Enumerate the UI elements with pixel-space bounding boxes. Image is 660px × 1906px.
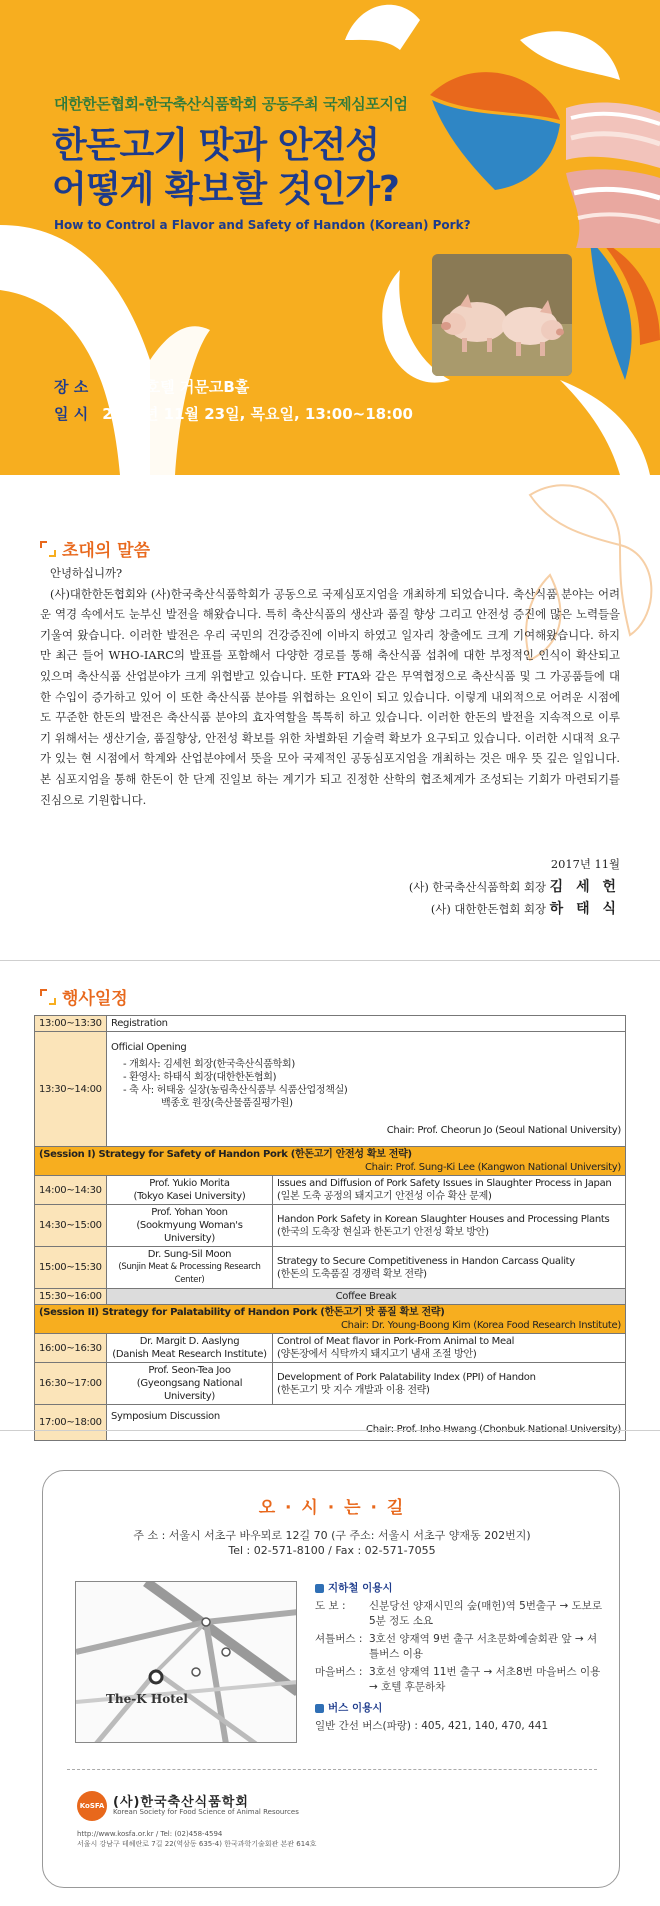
hero-title-line1: 한돈고기 맛과 안전성	[52, 125, 380, 166]
hero-subtitle: 대한한돈협회-한국축산식품학회 공동주최 국제심포지엄	[54, 95, 408, 113]
speaker-affiliation: (Tokyo Kasei University)	[133, 1191, 246, 1202]
signature-2-name: 하 태 식	[549, 901, 620, 917]
session-title: (Session I) Strategy for Safety of Handon Pork (한돈고기 안전성 확보 전략)	[39, 1149, 412, 1160]
walk-label: 도 보 :	[315, 1600, 346, 1612]
topic-en: Handon Pork Safety in Korean Slaughter Houses and Processing Plants	[277, 1213, 610, 1225]
tel-fax-text: Tel : 02-571-8100 / Fax : 02-571-7055	[228, 1544, 436, 1557]
speaker-affiliation: (Danish Meat Research Institute)	[112, 1349, 267, 1360]
chair-text: Chair: Prof. Sung-Ki Lee (Kangwon National University)	[364, 1162, 621, 1173]
org-name: (사)한국축산식품학회	[113, 1795, 249, 1810]
date-value: 2017년 11월 23일, 목요일, 13:00~18:00	[102, 405, 413, 423]
bus-heading	[315, 1701, 605, 1716]
map-drawing	[76, 1582, 297, 1743]
venue-line	[54, 376, 249, 397]
org-address: 서울시 강남구 테헤란로 7길 22(역삼동 635-4) 한국과학기술회관 본관 614호	[77, 1840, 317, 1848]
time-cell: 14:30~15:00	[35, 1205, 107, 1247]
bracket-icon	[40, 541, 56, 557]
opening-line: - 개회사: 김세헌 회장(한국축산식품학회)	[123, 1059, 295, 1070]
time-cell: 17:00~18:00	[35, 1405, 107, 1441]
topic-ko: (한돈의 도축품질 경쟁력 확보 전략)	[277, 1268, 427, 1280]
speaker-cell	[107, 1247, 273, 1289]
time-cell: 15:00~15:30	[35, 1247, 107, 1289]
bus-icon	[315, 1704, 324, 1713]
date-label: 일 시	[54, 405, 89, 423]
location-map	[75, 1581, 297, 1743]
section-divider	[0, 1430, 660, 1431]
opening-line: - 축 사: 허태웅 실장(농림축산식품부 식품산업정책실)	[123, 1085, 348, 1096]
chair-text: Chair: Prof. Inho Hwang (Chonbuk National University)	[366, 1423, 621, 1435]
time-cell: 14:00~14:30	[35, 1176, 107, 1205]
org-name-en: Korean Society for Food Science of Animal Resources	[113, 1808, 299, 1816]
venue-label: 장 소	[54, 378, 89, 396]
village-bus-label: 마을버스 :	[315, 1666, 363, 1678]
schedule-heading-text: 행사일정	[62, 989, 128, 1009]
session-cell	[35, 1147, 626, 1176]
hero-banner	[0, 0, 660, 475]
signature-2	[431, 898, 620, 918]
directions-box	[42, 1470, 620, 1888]
topic-cell	[273, 1363, 626, 1405]
greeting-heading-text: 초대의 말씀	[62, 541, 151, 561]
topic-cell	[273, 1176, 626, 1205]
topic-ko: (양돈장에서 식탁까지 돼지고기 냄새 조절 방안)	[277, 1349, 477, 1360]
signature-1-role: (사) 한국축산식품학회 회장	[408, 880, 547, 894]
schedule-table	[34, 1015, 626, 1441]
greeting-heading	[40, 536, 150, 561]
bus-heading-text: 버스 이용시	[328, 1702, 383, 1714]
subway-heading-text: 지하철 이용시	[328, 1582, 393, 1594]
topic-cell	[273, 1334, 626, 1363]
bus-lines: 일반 간선 버스(파랑) : 405, 421, 140, 470, 441	[315, 1720, 549, 1732]
org-web: http://www.kosfa.or.kr / Tel: (02)458-4594	[77, 1830, 223, 1838]
hero-title-en: How to Control a Flavor and Safety of Handon (Korean) Pork?	[54, 218, 471, 232]
greeting-text	[40, 563, 620, 810]
topic-cell	[273, 1247, 626, 1289]
map-hotel-label: The-K Hotel	[106, 1692, 188, 1706]
kosfa-logo: KoSFA	[77, 1791, 107, 1821]
table-row	[35, 1016, 626, 1032]
session-row	[35, 1305, 626, 1334]
village-bus-row	[315, 1665, 605, 1695]
table-row	[35, 1247, 626, 1289]
speaker-cell	[107, 1205, 273, 1247]
session-title: (Session II) Strategy for Palatability of Handon Pork (한돈고기 맛 품질 확보 전략)	[39, 1307, 445, 1318]
table-row	[35, 1405, 626, 1441]
speaker-affiliation: (Sunjin Meat & Processing Research Center)	[118, 1262, 261, 1285]
speaker-cell	[107, 1176, 273, 1205]
pork-meat-image	[566, 98, 660, 248]
shuttle-label: 셔틀버스 :	[315, 1633, 363, 1645]
topic-en: Development of Pork Palatability Index (PPI) of Handon	[277, 1371, 536, 1383]
event-cell	[107, 1405, 626, 1441]
address-text: 주 소 : 서울시 서초구 바우뫼로 12길 70 (구 주소: 서울시 서초구 양재동 202번지)	[133, 1529, 531, 1542]
table-row	[35, 1205, 626, 1247]
topic-en: Strategy to Secure Competitiveness in Handon Carcass Quality	[277, 1255, 575, 1267]
speaker-name: Prof. Yohan Yoon	[151, 1207, 228, 1218]
topic-ko: (한국의 도축장 현실과 한돈고기 안전성 확보 방안)	[277, 1226, 489, 1238]
village-bus-value: 3호선 양재역 11번 출구 → 서초8번 마을버스 이용 → 호텔 후문하차	[369, 1666, 601, 1693]
topic-ko: (일본 도축 공정의 돼지고기 안전성 이슈 확산 문제)	[277, 1191, 492, 1202]
event-cell	[107, 1032, 626, 1147]
piglets-photo	[432, 254, 572, 376]
date-line	[54, 403, 413, 424]
session-row	[35, 1147, 626, 1176]
dashed-divider	[67, 1769, 597, 1770]
event-cell: Registration	[107, 1016, 626, 1032]
venue-value: 더케이호텔 거문고B홀	[102, 378, 250, 396]
shuttle-value: 3호선 양재역 9번 출구 서초문화예술회관 앞 → 셔틀버스 이용	[369, 1633, 598, 1660]
table-row	[35, 1289, 626, 1305]
table-row	[35, 1176, 626, 1205]
shuttle-row	[315, 1632, 605, 1662]
speaker-cell	[107, 1363, 273, 1405]
table-row	[35, 1032, 626, 1147]
hero-title	[52, 124, 399, 212]
bracket-icon	[40, 989, 56, 1005]
topic-en: Issues and Diffusion of Pork Safety Issues in Slaughter Process in Japan	[277, 1178, 612, 1189]
hero-title-line2: 어떻게 확보할 것인가?	[52, 169, 399, 210]
chair-text: Chair: Dr. Young-Boong Kim (Korea Food Research Institute)	[340, 1320, 621, 1331]
discussion-title: Symposium Discussion	[111, 1410, 220, 1422]
time-cell: 13:30~14:00	[35, 1032, 107, 1147]
subway-icon	[315, 1584, 324, 1593]
speaker-name: Dr. Sung-Sil Moon	[147, 1249, 232, 1260]
chair-text: Chair: Prof. Cheorun Jo (Seoul National University)	[386, 1125, 621, 1136]
session-cell	[35, 1305, 626, 1334]
time-cell: 16:30~17:00	[35, 1363, 107, 1405]
speaker-cell	[107, 1334, 273, 1363]
speaker-affiliation: (Gyeongsang National University)	[136, 1378, 243, 1402]
greeting-body: (사)대한한돈협회와 (사)한국축산식품학회가 공동으로 국제심포지엄을 개최하게 되었습니다. 축산식품 분야는 어려운 역경 속에서도 눈부신 발전을 해왔습니다. 특히 축산식품의 생산과 품질 향상 그리고 안전성 증진에 많은 노력들을 기울여 왔습니다. 이러한 발전은 우리 국민의 건강증진에 이바지 하였고 일자리 창출에도 크게 기여해왔습니다. 하지만 최근 들어 WHO-IARC의 발표를 포함해서 다양한 경로를 통해 축산식품 섭취에 대한 부정적인 인식이 확산되고 있으며 축산식품 산업분야가 크게 위협받고 있습니다. 또한 FTA와 같은 무역협정으로 축산식품 및 그 가공품들에 대한 수입이 증가하고 있어 이 또한 축산식품 분야를 위협하는 요인이 되고 있습니다. 이렇게 내외적으로 어려운 시점에도 꾸준한 한돈의 발전은 축산식품 분야의 효자역할을 톡톡히 하고 있습니다. 이러한 한돈의 발전을 지속적으로 이루기 위해서는 생산기술, 품질향상, 안전성 확보를 위한 차별화된 기술력 확보가 요구되고 있습니다. 이러한 시대적 요구가 있는 현 시점에서 학계와 산업분야에서 뜻을 모아 국제적인 공동심포지엄을 개최하는 것은 매우 뜻 깊은 일입니다. 본 심포지엄을 통해 한돈이 한 단계 진일보 하는 계기가 되고 진정한 산학의 협조체계가 조성되는 기회가 마련되기를 진심으로 기원합니다.	[40, 586, 620, 807]
section-divider	[0, 960, 660, 961]
table-row	[35, 1334, 626, 1363]
speaker-name: Prof. Yukio Morita	[149, 1178, 230, 1189]
transport-info	[315, 1581, 605, 1734]
signature-2-role: (사) 대한한돈협회 회장	[430, 902, 547, 916]
opening-line: 백종호 원장(축산물품질평가원)	[161, 1098, 293, 1109]
topic-cell	[273, 1205, 626, 1247]
greeting-hello: 안녕하십니까?	[50, 566, 123, 580]
table-row	[35, 1363, 626, 1405]
greeting-date: 2017년 11월	[550, 857, 620, 871]
speaker-affiliation: (Sookmyung Woman's University)	[136, 1220, 243, 1244]
opening-title: Official Opening	[111, 1042, 187, 1053]
speaker-name: Dr. Margit D. Aaslyng	[139, 1336, 240, 1347]
speaker-name: Prof. Seon-Tea Joo	[148, 1365, 231, 1376]
org-contact	[77, 1829, 316, 1849]
topic-ko: (한돈고기 맛 지수 개발과 이용 전략)	[277, 1384, 430, 1396]
walk-value: 신분당선 양재시민의 숲(매헌)역 5번출구 → 도보로 5분 정도 소요	[369, 1600, 603, 1627]
topic-en: Control of Meat flavor in Pork-From Animal to Meal	[277, 1336, 515, 1347]
walk-row	[315, 1599, 605, 1629]
time-cell: 13:00~13:30	[35, 1016, 107, 1032]
subway-heading	[315, 1581, 605, 1596]
time-cell: 15:30~16:00	[35, 1289, 107, 1305]
opening-line: - 환영사: 하태식 회장(대한한돈협회)	[123, 1072, 277, 1083]
signature-1-name: 김 세 헌	[549, 879, 620, 895]
break-cell: Coffee Break	[107, 1289, 626, 1305]
schedule-heading	[40, 984, 128, 1009]
signature-1	[409, 876, 620, 896]
directions-title: 오 · 시 · 는 · 길	[258, 1498, 406, 1518]
time-cell: 16:00~16:30	[35, 1334, 107, 1363]
